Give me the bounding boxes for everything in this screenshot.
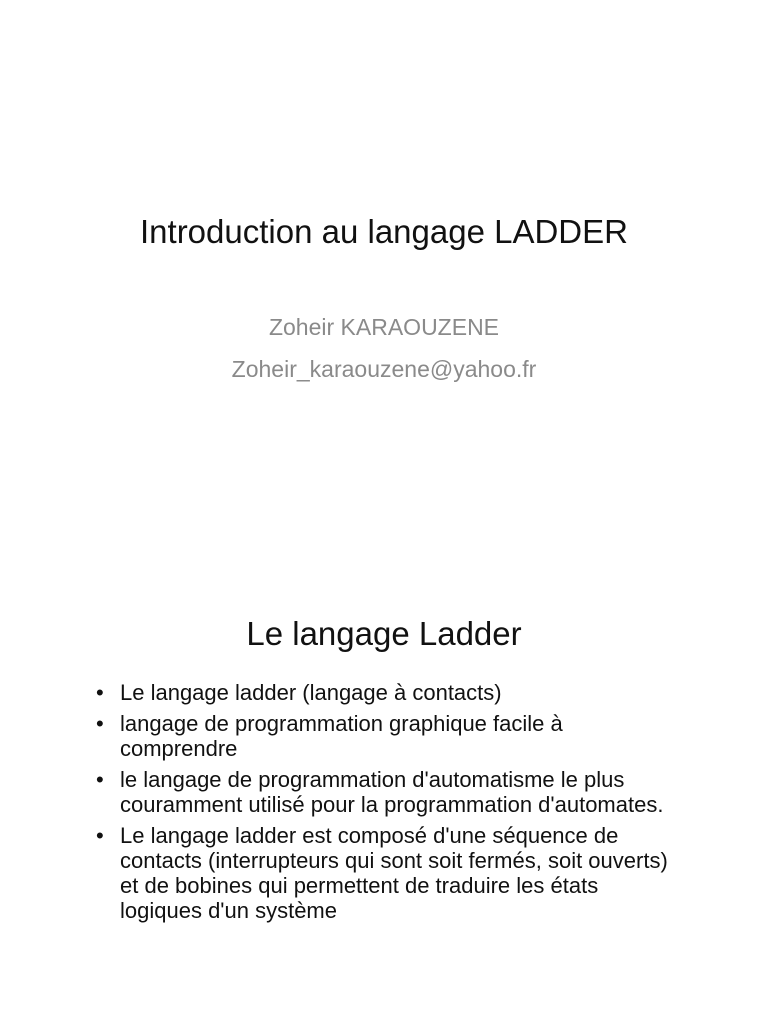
bullet-icon: • (96, 680, 104, 705)
bullet-list (96, 680, 676, 929)
content-slide (0, 512, 768, 1024)
bullet-item (96, 711, 676, 761)
bullet-text: Le langage ladder (langage à contacts) (120, 680, 502, 705)
bullet-icon: • (96, 767, 104, 792)
slide-title: Le langage Ladder (246, 615, 522, 652)
bullet-item (96, 823, 676, 923)
bullet-item (96, 767, 676, 817)
bullet-icon: • (96, 711, 104, 736)
bullet-icon: • (96, 823, 104, 848)
bullet-text: langage de programmation graphique facile à comprendre (120, 711, 563, 761)
bullet-text: Le langage ladder est composé d'une séquence de contacts (interrupteurs qui sont soit fermés, soit ouverts) et de bobines qui permettent de traduire les états logiques d'un système (120, 823, 668, 923)
bullet-item (96, 680, 676, 705)
author-block (0, 306, 768, 390)
presentation-title: Introduction au langage LADDER (140, 213, 628, 250)
author-name: Zoheir KARAOUZENE (268, 314, 500, 340)
author-email: Zoheir_karaouzene@yahoo.fr (231, 356, 537, 382)
bullet-text: le langage de programmation d'automatisme le plus couramment utilisé pour la programmation d'automates. (120, 767, 664, 817)
